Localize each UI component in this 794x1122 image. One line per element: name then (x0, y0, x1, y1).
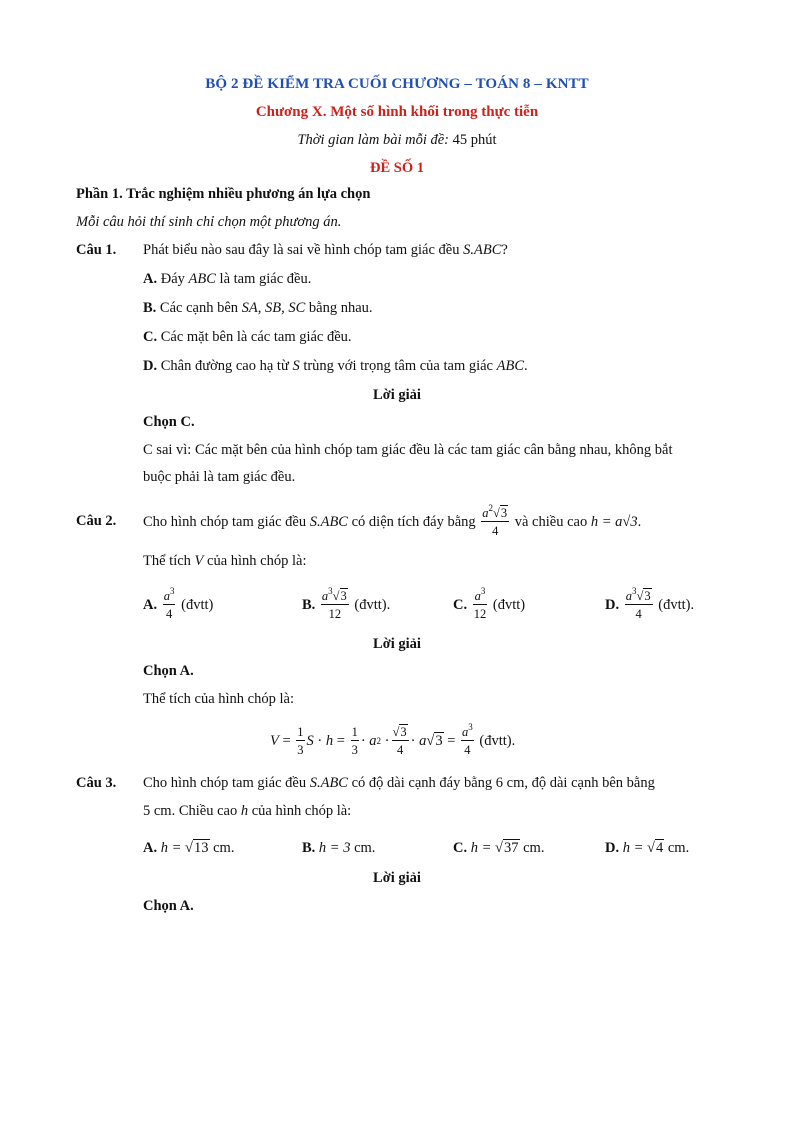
answer-choice: Chọn A. (143, 898, 194, 914)
solution-heading: Lời giải (373, 870, 421, 886)
math-expression: S.ABC (309, 513, 348, 530)
question-label: Câu 3. (76, 775, 117, 791)
exam-number: ĐỀ SỐ 1 (370, 160, 424, 176)
question-stem-line2: Thể tích V của hình chóp là: (143, 553, 307, 569)
time-info (0, 132, 794, 149)
option-c: C. Các mặt bên là các tam giác đều. (143, 329, 352, 345)
time-label: Thời gian làm bài mỗi đề: (297, 132, 449, 148)
answer-choice: Chọn C. (143, 414, 195, 430)
chapter-title: Chương X. Một số hình khối trong thực tiễn (255, 104, 539, 120)
question-stem: Cho hình chóp tam giác đều S.ABC có diện tích đáy bằng $\frac{a^2√3}{4}$ và chiều cao h = a√3 . (143, 502, 642, 538)
option-b: B. Các cạnh bên SA, SB, SC bằng nhau. (143, 300, 373, 316)
option-b: B. h = 3 cm. (302, 840, 376, 856)
option-d: D. h = √4 cm. (605, 840, 690, 856)
option-a: A. Đáy ABC là tam giác đều. (143, 271, 312, 287)
explanation-line: buộc phải là tam giác đều. (143, 469, 296, 485)
question-label: Câu 2. (76, 513, 117, 529)
question-stem-line2: 5 cm. Chiều cao h của hình chóp là: (143, 803, 352, 819)
height-expression: h = a√3 (590, 513, 638, 530)
option-d: D. $\frac{a^3√3}{4}$ (đvtt). (605, 585, 695, 621)
math-expression: S.ABC (309, 775, 348, 791)
question-stem: Cho hình chóp tam giác đều S.ABC có độ dài cạnh đáy bằng 6 cm, độ dài cạnh bên bằng (143, 775, 655, 791)
section-title: Phần 1. Trắc nghiệm nhiều phương án lựa chọn (76, 186, 371, 202)
explanation-line: Thể tích của hình chóp là: (143, 691, 294, 707)
time-value: 45 phút (452, 132, 497, 148)
option-b: B. $\frac{a^3√3}{12}$ (đvtt). (302, 585, 391, 621)
question-label: Câu 1. (76, 242, 117, 258)
volume-formula: V = $\frac{1}{3}$ S · h = $\frac{1}{3}$ · a 2 · $\frac{√3}{4}$ · a √ 3 = $\frac{a^3}{4}$ (đvtt). (270, 721, 516, 757)
option-a: A. h = √13 cm. (143, 840, 235, 856)
option-c: C. $\frac{a^3}{12}$ (đvtt) (453, 585, 526, 621)
question-stem: Phát biểu nào sau đây là sai về hình chóp tam giác đều S.ABC? (143, 242, 508, 258)
document-title: BỘ 2 ĐỀ KIỂM TRA CUỐI CHƯƠNG – TOÁN 8 – KNTT (205, 76, 589, 92)
explanation-line: C sai vì: Các mặt bên của hình chóp tam giác đều là các tam giác cân bằng nhau, không bắt (143, 442, 673, 458)
math-expression: S.ABC (463, 242, 502, 258)
answer-choice: Chọn A. (143, 663, 194, 679)
section-instruction: Mỗi câu hỏi thí sinh chỉ chọn một phương án. (76, 214, 342, 230)
option-d: D. Chân đường cao hạ từ S trùng với trọng tâm của tam giác ABC. (143, 358, 528, 374)
solution-heading: Lời giải (373, 636, 421, 652)
base-area-fraction: $\frac{a^2√3}{4}$ (482, 502, 508, 538)
option-c: C. h = √37 cm. (453, 840, 545, 856)
option-a: A. $\frac{a^3}{4}$ (đvtt) (143, 585, 214, 621)
solution-heading: Lời giải (373, 387, 421, 403)
